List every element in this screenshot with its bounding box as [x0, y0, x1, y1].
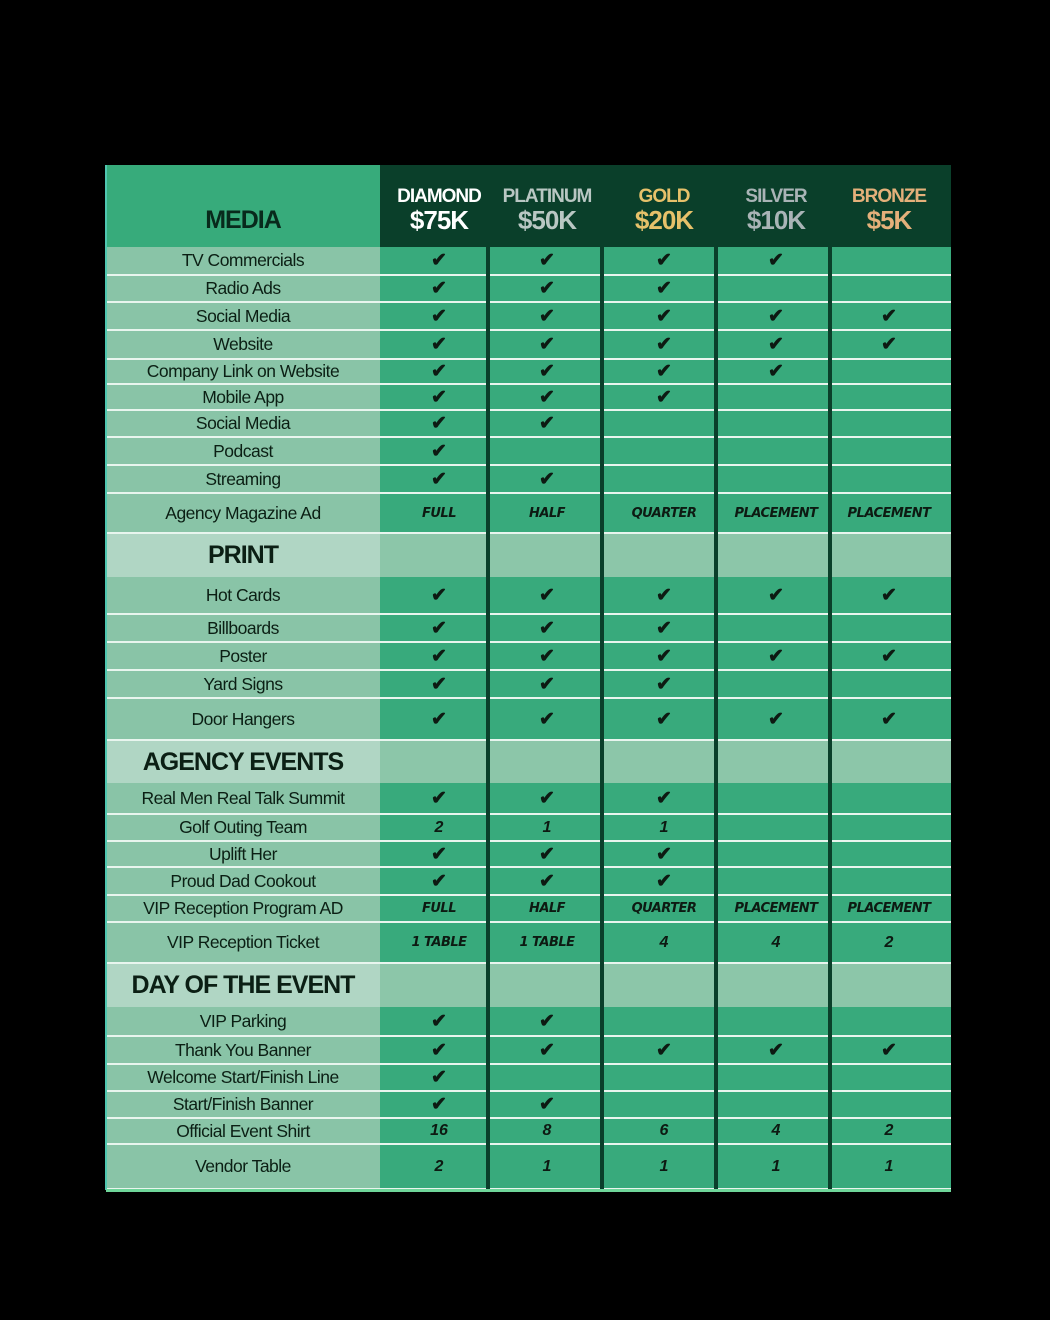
row-label: Streaming — [106, 466, 380, 492]
check-icon: ✔ — [656, 870, 672, 892]
check-icon: ✔ — [431, 843, 447, 865]
cell-value: 2 — [884, 933, 894, 951]
cell-value: FULL — [421, 505, 456, 521]
table-row — [106, 276, 951, 303]
check-icon: ✔ — [881, 645, 897, 667]
cell-value: 1 TABLE — [519, 935, 575, 950]
cell-value: 2 — [434, 818, 444, 836]
check-icon: ✔ — [539, 1039, 555, 1061]
row-label: Mobile App — [106, 385, 380, 409]
check-icon: ✔ — [539, 413, 555, 434]
table-row — [106, 1119, 951, 1145]
cell-value: 1 — [542, 818, 552, 836]
check-icon: ✔ — [656, 673, 672, 695]
check-icon: ✔ — [656, 250, 672, 271]
row-label: Door Hangers — [106, 699, 380, 739]
section-title: PRINT — [106, 534, 380, 577]
tier-name: PLATINUM — [502, 186, 592, 207]
cell-value: 1 — [659, 1157, 669, 1175]
tier-diamond — [384, 187, 494, 233]
row-label: Poster — [106, 643, 380, 669]
check-icon: ✔ — [768, 305, 784, 327]
check-icon: ✔ — [431, 1094, 447, 1115]
table-row — [106, 615, 951, 643]
check-icon: ✔ — [881, 334, 897, 355]
check-icon: ✔ — [539, 1094, 555, 1115]
check-icon: ✔ — [539, 1010, 555, 1032]
row-label: Thank You Banner — [106, 1037, 380, 1063]
row-label: Uplift Her — [106, 842, 380, 866]
row-label: Welcome Start/Finish Line — [106, 1065, 380, 1090]
cell-value: 1 — [542, 1157, 552, 1175]
row-cells-bg — [380, 964, 951, 1007]
column-divider — [828, 247, 832, 1190]
check-icon: ✔ — [539, 843, 555, 865]
tier-platinum — [492, 187, 602, 233]
row-label: VIP Parking — [106, 1007, 380, 1035]
table-row — [106, 1092, 951, 1119]
check-icon: ✔ — [539, 617, 555, 639]
check-icon: ✔ — [768, 1039, 784, 1061]
check-icon: ✔ — [656, 787, 672, 809]
media-header: MEDIA — [205, 206, 281, 234]
check-icon: ✔ — [656, 278, 672, 299]
sponsorship-table — [106, 165, 951, 1190]
section-title: DAY OF THE EVENT — [106, 964, 380, 1007]
check-icon: ✔ — [431, 305, 447, 327]
check-icon: ✔ — [768, 361, 784, 382]
row-label: VIP Reception Ticket — [106, 923, 380, 962]
check-icon: ✔ — [431, 708, 447, 730]
check-icon: ✔ — [431, 361, 447, 382]
cell-value: QUARTER — [631, 901, 697, 916]
check-icon: ✔ — [431, 1010, 447, 1032]
check-icon: ✔ — [881, 305, 897, 327]
tier-name: SILVER — [745, 186, 807, 207]
check-icon: ✔ — [656, 708, 672, 730]
cell-value: PLACEMENT — [847, 901, 931, 916]
check-icon: ✔ — [881, 1039, 897, 1061]
cell-value: 1 TABLE — [411, 935, 467, 950]
check-icon: ✔ — [656, 584, 672, 606]
tier-name: DIAMOND — [397, 186, 481, 207]
tier-name: GOLD — [638, 186, 690, 207]
check-icon: ✔ — [539, 870, 555, 892]
table-row — [106, 1065, 951, 1092]
check-icon: ✔ — [431, 334, 447, 355]
row-label: Website — [106, 331, 380, 358]
check-icon: ✔ — [881, 708, 897, 730]
check-icon: ✔ — [656, 334, 672, 355]
check-icon: ✔ — [656, 843, 672, 865]
row-label: Social Media — [106, 303, 380, 329]
check-icon: ✔ — [656, 1039, 672, 1061]
tier-price: $5K — [866, 205, 912, 235]
cell-value: 2 — [884, 1122, 894, 1139]
row-cells-bg — [380, 741, 951, 783]
check-icon: ✔ — [431, 278, 447, 299]
row-label: Billboards — [106, 615, 380, 641]
table-row — [106, 923, 951, 964]
check-icon: ✔ — [431, 673, 447, 695]
table-row — [106, 643, 951, 671]
check-icon: ✔ — [656, 305, 672, 327]
section-row — [106, 741, 951, 783]
row-label: Real Men Real Talk Summit — [106, 783, 380, 813]
row-label: Start/Finish Banner — [106, 1092, 380, 1117]
table-row — [106, 1145, 951, 1190]
table-row — [106, 1037, 951, 1065]
table-row — [106, 815, 951, 842]
tier-gold — [609, 187, 719, 233]
section-title: AGENCY EVENTS — [106, 741, 380, 783]
row-label: Company Link on Website — [106, 360, 380, 383]
check-icon: ✔ — [768, 645, 784, 667]
check-icon: ✔ — [431, 645, 447, 667]
tier-price: $20K — [634, 205, 694, 235]
check-icon: ✔ — [539, 468, 555, 490]
check-icon: ✔ — [656, 361, 672, 382]
row-label: VIP Reception Program AD — [106, 896, 380, 921]
check-icon: ✔ — [431, 468, 447, 490]
section-row — [106, 964, 951, 1007]
column-divider — [600, 247, 604, 1190]
check-icon: ✔ — [768, 334, 784, 355]
row-label: Hot Cards — [106, 577, 380, 613]
check-icon: ✔ — [539, 305, 555, 327]
check-icon: ✔ — [539, 645, 555, 667]
cell-value: 4 — [659, 933, 669, 951]
table-row — [106, 699, 951, 741]
cell-value: 1 — [771, 1157, 781, 1175]
cell-value: 4 — [771, 1122, 781, 1139]
check-icon: ✔ — [656, 645, 672, 667]
row-label: Vendor Table — [106, 1145, 380, 1188]
row-label: Official Event Shirt — [106, 1119, 380, 1143]
check-icon: ✔ — [431, 386, 447, 408]
check-icon: ✔ — [431, 1039, 447, 1061]
table-row — [106, 1007, 951, 1037]
check-icon: ✔ — [431, 413, 447, 434]
check-icon: ✔ — [656, 386, 672, 408]
table-row — [106, 842, 951, 868]
tier-name: BRONZE — [851, 186, 927, 207]
table-row — [106, 247, 951, 276]
row-label: Agency Magazine Ad — [106, 494, 380, 532]
table-row — [106, 577, 951, 615]
row-label: Golf Outing Team — [106, 815, 380, 840]
check-icon: ✔ — [768, 584, 784, 606]
check-icon: ✔ — [539, 787, 555, 809]
row-label: Social Media — [106, 411, 380, 436]
check-icon: ✔ — [539, 334, 555, 355]
column-divider — [486, 247, 490, 1190]
cell-value: PLACEMENT — [734, 901, 818, 916]
check-icon: ✔ — [881, 584, 897, 606]
row-cells-bg — [380, 534, 951, 577]
table-row — [106, 385, 951, 411]
cell-value: PLACEMENT — [734, 505, 818, 521]
cell-value: FULL — [421, 901, 456, 916]
cell-value: 2 — [434, 1157, 444, 1175]
row-label: Radio Ads — [106, 276, 380, 301]
cell-value: 1 — [659, 818, 669, 836]
check-icon: ✔ — [539, 250, 555, 271]
check-icon: ✔ — [768, 708, 784, 730]
check-icon: ✔ — [539, 673, 555, 695]
section-row — [106, 534, 951, 577]
cell-value: HALF — [528, 505, 566, 521]
media-header-cell — [106, 165, 380, 247]
tier-silver — [721, 187, 831, 233]
table-row — [106, 868, 951, 896]
check-icon: ✔ — [431, 440, 447, 462]
check-icon: ✔ — [539, 708, 555, 730]
cell-value: 6 — [659, 1122, 669, 1139]
cell-value: 1 — [884, 1157, 894, 1175]
row-label: TV Commercials — [106, 247, 380, 274]
check-icon: ✔ — [431, 584, 447, 606]
column-divider — [714, 247, 718, 1190]
cell-value: QUARTER — [631, 505, 697, 521]
check-icon: ✔ — [431, 870, 447, 892]
check-icon: ✔ — [539, 361, 555, 382]
row-label: Proud Dad Cookout — [106, 868, 380, 894]
row-label: Yard Signs — [106, 671, 380, 697]
check-icon: ✔ — [656, 617, 672, 639]
cell-value: 4 — [771, 933, 781, 951]
check-icon: ✔ — [431, 617, 447, 639]
tier-bronze — [834, 187, 944, 233]
tier-price: $75K — [409, 205, 469, 235]
check-icon: ✔ — [431, 1067, 447, 1088]
table-row — [106, 331, 951, 360]
cell-value: HALF — [528, 901, 566, 916]
table-row — [106, 494, 951, 534]
row-label: Podcast — [106, 438, 380, 464]
table-row — [106, 466, 951, 494]
cell-value: 16 — [430, 1122, 448, 1139]
left-edge — [105, 165, 107, 1190]
table-row — [106, 896, 951, 923]
tier-price: $50K — [517, 205, 577, 235]
table-row — [106, 438, 951, 466]
check-icon: ✔ — [539, 278, 555, 299]
table-row — [106, 360, 951, 385]
check-icon: ✔ — [539, 584, 555, 606]
tier-price: $10K — [746, 205, 806, 235]
table-row — [106, 671, 951, 699]
table-row — [106, 411, 951, 438]
cell-value: 8 — [542, 1122, 552, 1139]
bottom-edge — [106, 1189, 951, 1192]
check-icon: ✔ — [431, 787, 447, 809]
check-icon: ✔ — [539, 386, 555, 408]
table-row — [106, 303, 951, 331]
check-icon: ✔ — [431, 250, 447, 271]
check-icon: ✔ — [768, 250, 784, 271]
cell-value: PLACEMENT — [847, 505, 931, 521]
table-row — [106, 783, 951, 815]
